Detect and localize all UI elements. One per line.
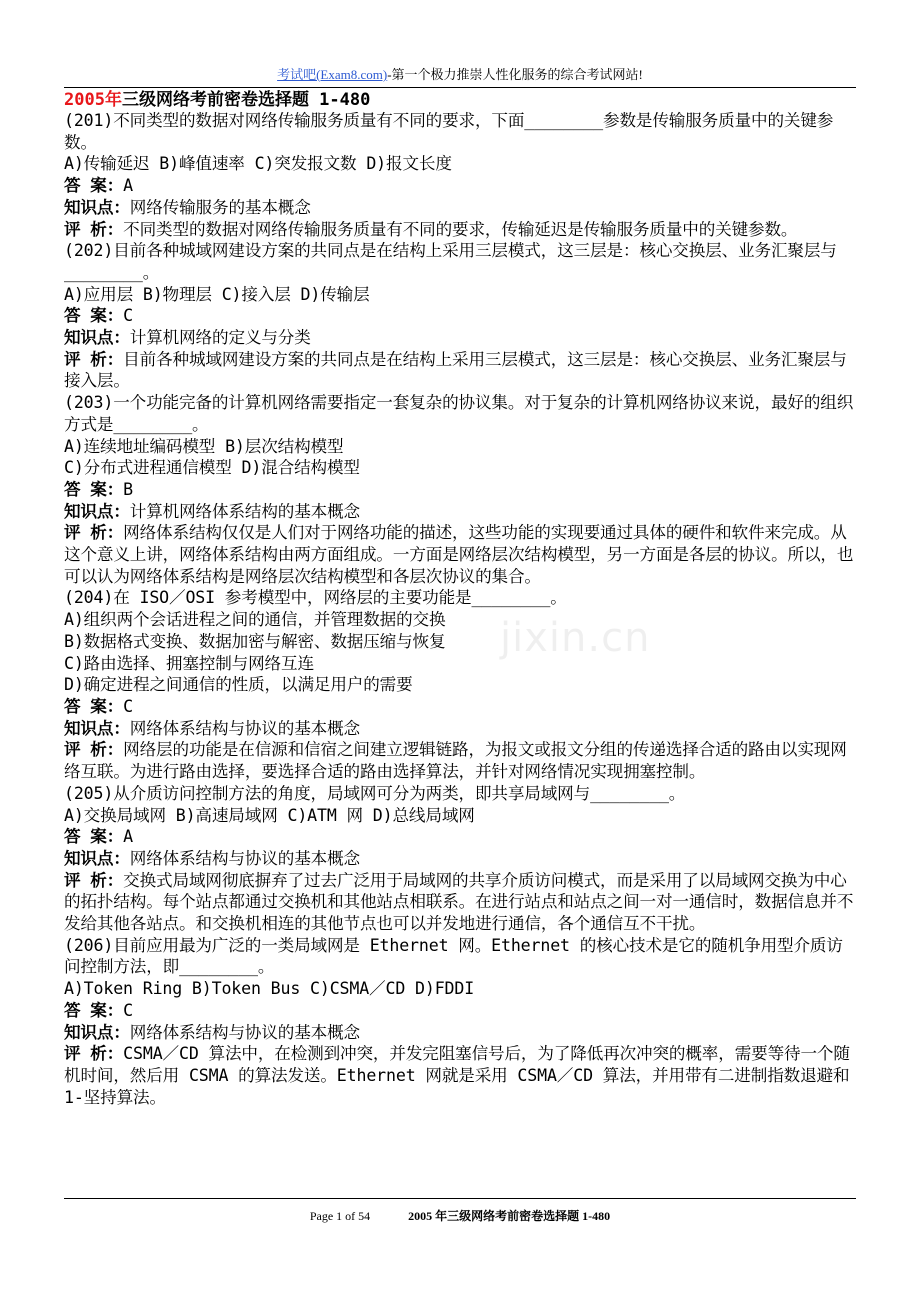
question-text: (206)目前应用最为广泛的一类局域网是 Ethernet 网。Ethernet 的核心技术是它的随机争用型介质访问控制方法，即________。 (64, 935, 843, 977)
question-block (64, 392, 858, 587)
question-text: (203)一个功能完备的计算机网络需要指定一套复杂的协议集。对于复杂的计算机网络协议来说，最好的组织方式是________。 (64, 393, 854, 434)
answer-label: 答 案： (64, 827, 124, 847)
page-header (64, 66, 856, 84)
knowledge-line (64, 327, 858, 349)
watermark: jixin.cn (500, 615, 651, 661)
analysis-line (64, 219, 858, 241)
analysis-value: 网络层的功能是在信源和信宿之间建立逻辑链路，为报文或报文分组的传递选择合适的路由以实现网络互联。为进行路由选择，要选择合适的路由选择算法，并针对网络情况实现拥塞控制。 (64, 740, 847, 782)
knowledge-label: 知识点： (64, 501, 130, 521)
analysis-label: 评 析： (64, 349, 124, 369)
question-options: C)路由选择、拥塞控制与网络互连 (64, 653, 314, 673)
header-tagline: -第一个极力推崇人性化服务的综合考试网站! (387, 67, 643, 82)
answer-value: A (123, 827, 134, 847)
document-title (64, 90, 370, 110)
footer-rule (64, 1198, 856, 1199)
question-text: (205)从介质访问控制方法的角度，局域网可分为两类，即共享局域网与________。 (64, 783, 686, 803)
answer-line (64, 175, 858, 197)
answer-label: 答 案： (64, 306, 124, 326)
analysis-label: 评 析： (64, 870, 124, 890)
knowledge-line (64, 197, 858, 219)
question-options: A)组织两个会话进程之间的通信，并管理数据的交换 (64, 610, 446, 630)
question-block (64, 783, 858, 935)
question-options: B)数据格式变换、数据加密与解密、数据压缩与恢复 (64, 631, 446, 651)
analysis-line (64, 739, 858, 782)
analysis-value: CSMA／CD 算法中，在检测到冲突，并发完阻塞信号后，为了降低再次冲突的概率，需要等待一个随机时间，然后用 CSMA 的算法发送。Ethernet 网就是采用 CSMA／CD 算法，并用带有二进制指数退避和 1-坚持算法。 (64, 1044, 850, 1107)
question-options: A)应用层 B)物理层 C)接入层 D)传输层 (64, 284, 370, 304)
answer-value: A (123, 176, 134, 196)
analysis-label: 评 析： (64, 740, 124, 760)
analysis-value: 目前各种城域网建设方案的共同点是在结构上采用三层模式，这三层是：核心交换层、业务汇聚层与接入层。 (64, 349, 847, 391)
page-footer (64, 1198, 856, 1224)
answer-label: 答 案： (64, 479, 124, 499)
answer-value: C (123, 1000, 134, 1020)
knowledge-value: 网络体系结构与协议的基本概念 (129, 718, 360, 738)
knowledge-value: 计算机网络体系结构的基本概念 (129, 501, 360, 521)
answer-line (64, 1000, 858, 1022)
analysis-value: 交换式局域网彻底摒弃了过去广泛用于局域网的共享介质访问模式，而是采用了以局域网交换为中心的拓扑结构。每个站点都通过交换机和其他站点相联系。在进行站点和站点之间一对一通信时，数据信息并不发给其他各站点。和交换机相连的其他节点也可以并发地进行通信，各个通信互不干扰。 (64, 870, 854, 934)
question-block (64, 240, 858, 392)
answer-line (64, 305, 858, 327)
knowledge-value: 计算机网络的定义与分类 (129, 328, 311, 348)
knowledge-value: 网络传输服务的基本概念 (129, 197, 311, 217)
knowledge-line (64, 501, 858, 523)
question-options: A)Token Ring B)Token Bus C)CSMA／CD D)FDDI (64, 979, 475, 999)
answer-line (64, 696, 858, 718)
knowledge-label: 知识点： (64, 848, 130, 868)
answer-value: C (123, 696, 134, 716)
analysis-line (64, 1043, 858, 1108)
analysis-value: 不同类型的数据对网络传输服务质量有不同的要求，传输延迟是传输服务质量中的关键参数。 (123, 219, 798, 239)
knowledge-line (64, 848, 858, 870)
answer-label: 答 案： (64, 696, 124, 716)
site-link[interactable]: 考试吧(Exam8.com) (277, 67, 388, 82)
analysis-label: 评 析： (64, 523, 124, 543)
question-options: D)确定进程之间通信的性质，以满足用户的需要 (64, 675, 413, 695)
question-block (64, 110, 858, 240)
knowledge-label: 知识点： (64, 197, 130, 217)
question-options: C)分布式进程通信模型 D)混合结构模型 (64, 458, 360, 478)
question-text: (201)不同类型的数据对网络传输服务质量有不同的要求，下面________参数是传输服务质量中的关键参数。 (64, 111, 834, 152)
answer-label: 答 案： (64, 1000, 124, 1020)
title-year: 2005年 (64, 90, 122, 110)
answer-label: 答 案： (64, 176, 124, 196)
question-block (64, 587, 858, 782)
analysis-line (64, 870, 858, 935)
analysis-value: 网络体系结构仅仅是人们对于网络功能的描述，这些功能的实现要通过具体的硬件和软件来完成。从这个意义上讲，网络体系结构由两方面组成。一方面是网络层次结构模型，另一方面是各层的协议。所以，也可以认为网络体系结构是网络层次结构模型和各层次协议的集合。 (64, 523, 854, 586)
question-text: (204)在 ISO／OSI 参考模型中，网络层的主要功能是________。 (64, 588, 567, 608)
knowledge-line (64, 718, 858, 740)
knowledge-value: 网络体系结构与协议的基本概念 (129, 848, 360, 868)
analysis-label: 评 析： (64, 219, 124, 239)
page-number: Page 1 of 54 (309, 1209, 371, 1223)
knowledge-label: 知识点： (64, 718, 130, 738)
knowledge-line (64, 1022, 858, 1044)
question-block (64, 935, 858, 1109)
answer-value: B (123, 479, 134, 499)
answer-value: C (123, 306, 134, 326)
title-text: 三级网络考前密卷选择题 1-480 (121, 90, 371, 110)
question-options: A)传输延迟 B)峰值速率 C)突发报文数 D)报文长度 (64, 154, 452, 174)
header-rule (64, 87, 856, 88)
answer-line (64, 826, 858, 848)
knowledge-label: 知识点： (64, 328, 130, 348)
question-text: (202)目前各种城域网建设方案的共同点是在结构上采用三层模式，这三层是：核心交换层、业务汇聚层与________。 (64, 241, 837, 282)
question-options: A)连续地址编码模型 B)层次结构模型 (64, 436, 344, 456)
question-options: A)交换局域网 B)高速局域网 C)ATM 网 D)总线局域网 (64, 805, 475, 825)
footer-doc-title: 2005 年三级网络考前密卷选择题 1-480 (408, 1209, 611, 1223)
knowledge-value: 网络体系结构与协议的基本概念 (129, 1022, 360, 1042)
analysis-line (64, 522, 858, 587)
analysis-line (64, 349, 858, 392)
answer-line (64, 479, 858, 501)
knowledge-label: 知识点： (64, 1022, 130, 1042)
question-list (64, 110, 858, 1108)
analysis-label: 评 析： (64, 1044, 124, 1064)
